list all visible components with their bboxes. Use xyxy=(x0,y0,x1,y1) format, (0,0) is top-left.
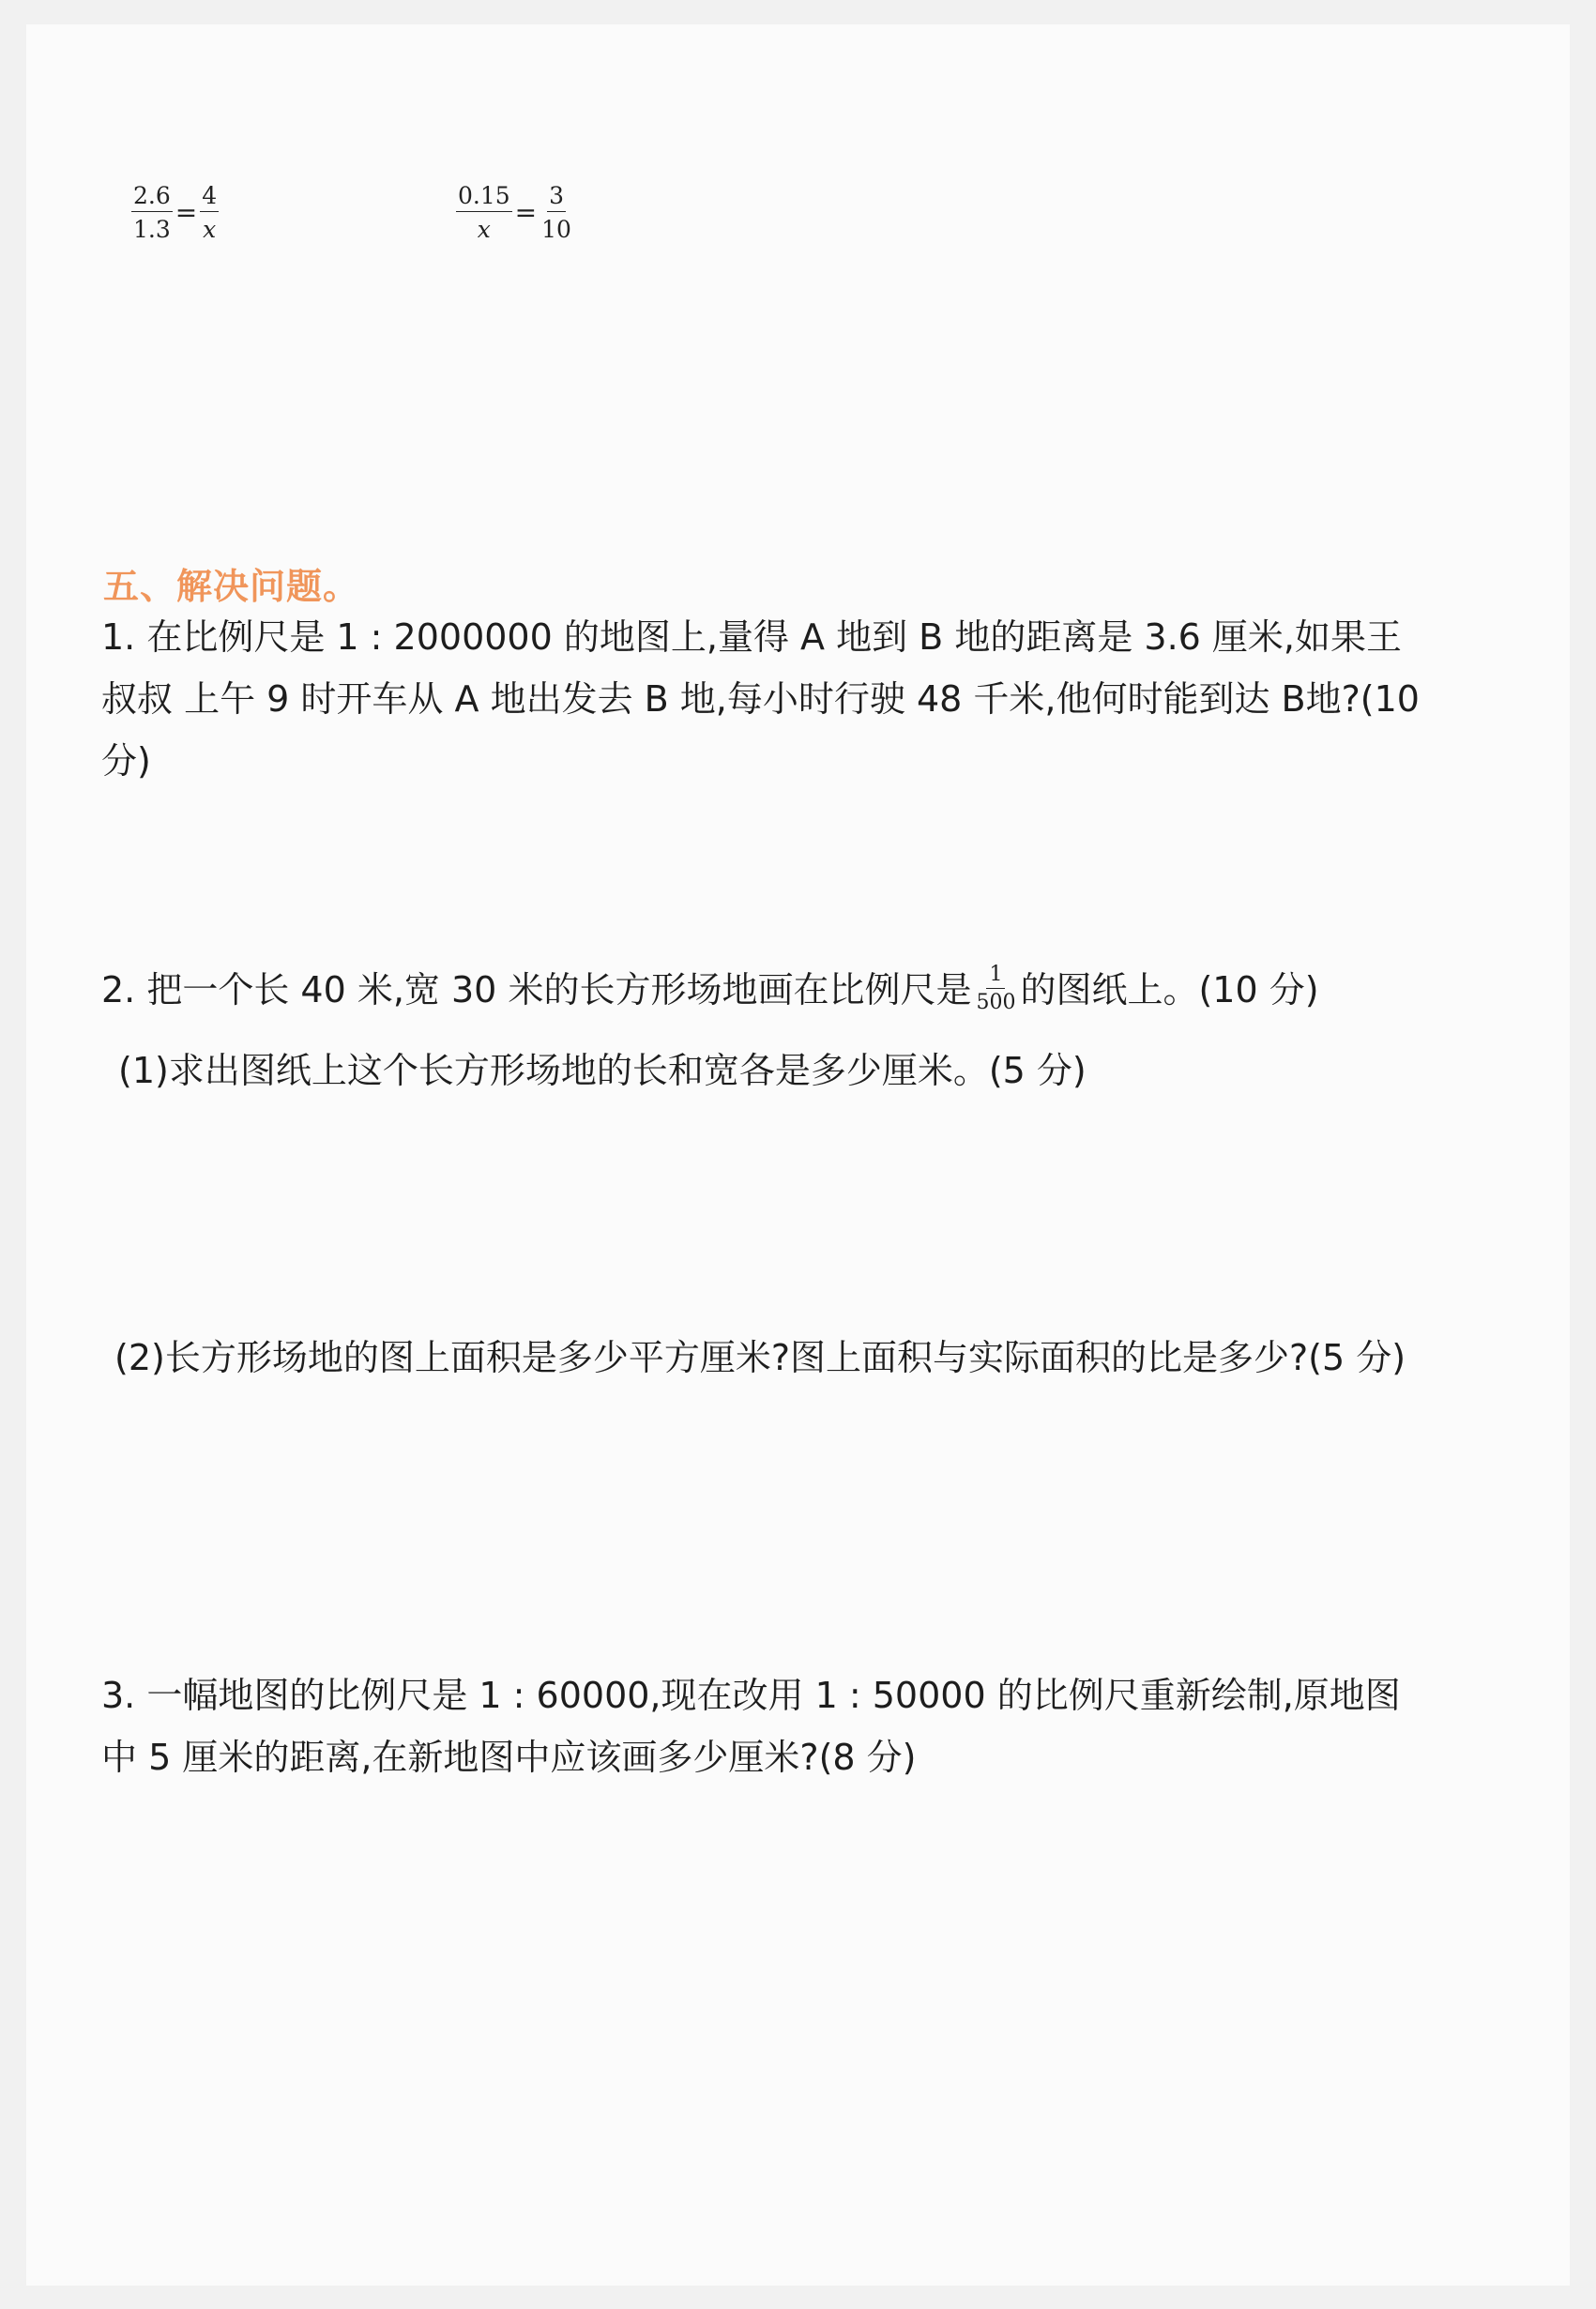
problem-1 xyxy=(101,606,1490,792)
problem-3-line-2: 中 5 厘米的距离,在新地图中应该画多少厘米?(8 分) xyxy=(101,1737,917,1778)
equation-1 xyxy=(131,184,219,241)
problem-1-line-1: 1. 在比例尺是 1 : 2000000 的地图上,量得 A 地到 B 地的距离是 3.6 厘米,如果王 xyxy=(101,616,1403,658)
equals-sign: = xyxy=(514,197,538,228)
denominator: x xyxy=(477,216,491,243)
worksheet-page xyxy=(26,24,1570,2286)
fraction-right xyxy=(200,184,219,241)
numerator: 2.6 xyxy=(131,184,173,212)
equals-sign: = xyxy=(175,197,198,228)
problem-2-part-1: (1)求出图纸上这个长方形场地的长和宽各是多少厘米。(5 分) xyxy=(118,1050,1087,1091)
denominator: x xyxy=(203,216,217,243)
problem-2-text-before: 2. 把一个长 40 米,宽 30 米的长方形场地画在比例尺是 xyxy=(101,969,972,1010)
problem-2-part-2: (2)长方形场地的图上面积是多少平方厘米?图上面积与实际面积的比是多少?(5 分) xyxy=(114,1337,1406,1378)
problem-2 xyxy=(101,959,1319,1021)
section-title: 五、解决问题。 xyxy=(103,566,360,607)
denominator: 1.3 xyxy=(133,216,171,243)
denominator: 10 xyxy=(541,216,571,243)
numerator: 4 xyxy=(200,184,219,212)
fraction-right xyxy=(540,184,573,241)
scale-denominator: 500 xyxy=(976,990,1016,1014)
fraction-left xyxy=(131,184,173,241)
equation-2 xyxy=(456,184,573,241)
scale-fraction xyxy=(973,962,1018,1014)
problem-3-line-1: 3. 一幅地图的比例尺是 1 : 60000,现在改用 1 : 50000 的比例尺重新绘制,原地图 xyxy=(101,1675,1401,1716)
problem-2-text-after: 的图纸上。(10 分) xyxy=(1020,969,1319,1010)
problem-3 xyxy=(101,1664,1490,1788)
problem-1-line-2: 叔叔 上午 9 时开车从 A 地出发去 B 地,每小时行驶 48 千米,他何时能到达 B地?(10 xyxy=(101,678,1420,720)
problem-1-line-3: 分) xyxy=(101,740,151,782)
numerator: 0.15 xyxy=(456,184,512,212)
fraction-left xyxy=(456,184,512,241)
scale-numerator: 1 xyxy=(986,965,1005,989)
numerator: 3 xyxy=(547,184,566,212)
